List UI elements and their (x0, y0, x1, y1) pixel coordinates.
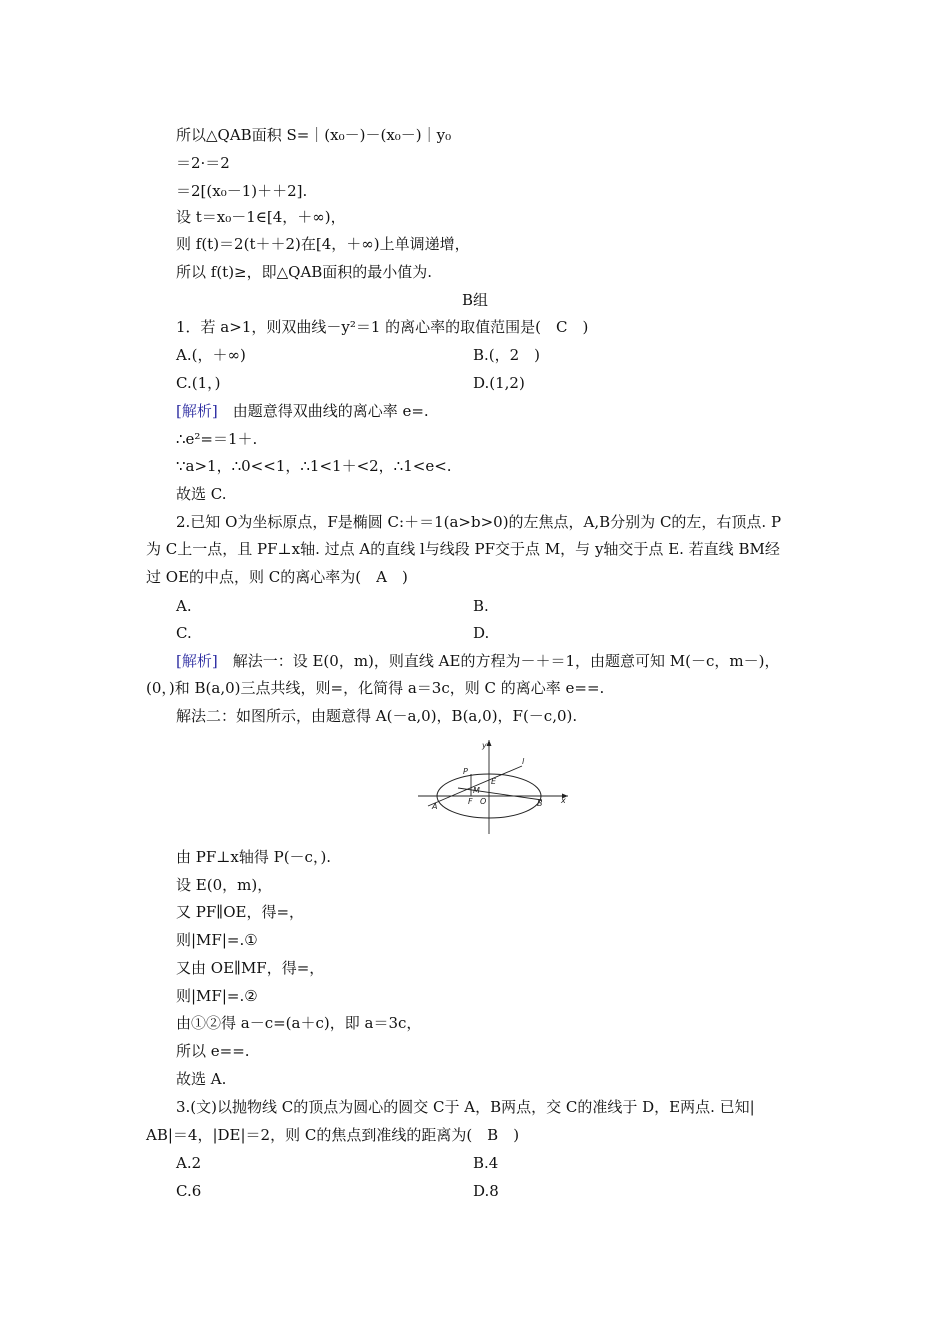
option-b: B.4 (473, 1154, 499, 1172)
analysis-tag: [解析] (176, 402, 218, 420)
text-line: 故选 C. (176, 485, 227, 503)
text-line: (0，)和 B(a,0)三点共线，则=，化简得 a＝3c，则 C 的离心率 e==. (146, 679, 605, 697)
option-b: B.(，2 ) (473, 346, 541, 364)
text-line: 故选 A. (176, 1070, 227, 1088)
analysis-line (176, 651, 779, 671)
text-line: ＝2·＝2 (176, 154, 230, 172)
question-3: 3.(文)以抛物线 C的顶点为圆心的圆交 C于 A，B两点，交 C的准线于 D，E两点. 已知| (176, 1098, 755, 1116)
analysis-text: 解法一：设 E(0，m)，则直线 AE的方程为－＋＝1，由题意可知 M(－c，m－)， (217, 652, 780, 670)
text-line: 解法二：如图所示，由题意得 A(－a,0)，B(a,0)，F(－c,0). (176, 707, 578, 725)
text-line: 则 f(t)＝2(t＋＋2)在[4，＋∞)上单调递增， (176, 235, 470, 253)
label-a: A (432, 802, 438, 811)
question-2: 2.已知 O为坐标原点，F是椭圆 C:＋＝1(a>b>0)的左焦点，A,B分别为 C的左，右顶点. P (176, 513, 782, 531)
label-e: E (491, 777, 497, 786)
label-f: F (468, 797, 473, 806)
option-d: D.8 (473, 1182, 499, 1200)
label-l: l (522, 757, 525, 766)
label-p: P (463, 767, 468, 776)
option-c: C.6 (176, 1182, 202, 1200)
text-line: 所以△QAB面积 S=｜(x₀－)－(x₀－)｜y₀ (176, 126, 452, 144)
text-line: 又由 OE∥MF，得=， (176, 959, 325, 977)
text-line: 为 C上一点，且 PF⊥x轴. 过点 A的直线 l与线段 PF交于点 M，与 y轴交于点 E. 若直线 BM经 (146, 540, 780, 558)
option-a: A.(，＋∞) (176, 346, 246, 364)
option-c: C. (176, 624, 192, 642)
text-line: 由 PF⊥x轴得 P(－c，). (176, 848, 332, 866)
text-line: ∴e²=＝1＋. (176, 430, 258, 448)
analysis-text: 由题意得双曲线的离心率 e=. (217, 402, 429, 420)
label-b: B (537, 799, 543, 808)
text-line: 设 t＝x₀－1∈[4，＋∞)， (176, 208, 346, 226)
option-a: A.2 (176, 1154, 202, 1172)
option-d: D. (473, 624, 490, 642)
text-line: 过 OE的中点，则 C的离心率为( A ) (146, 568, 408, 586)
option-a: A. (176, 597, 192, 615)
option-c: C.(1，) (176, 374, 221, 392)
text-line: 所以 e==. (176, 1042, 250, 1060)
text-line: 又 PF∥OE，得=， (176, 903, 305, 921)
label-m: M (473, 786, 480, 795)
text-line: ∵a>1，∴0<<1，∴1<1＋<2，∴1<e<. (176, 457, 452, 475)
option-d: D.(1,2) (473, 374, 525, 392)
text-line: AB|＝4，|DE|＝2，则 C的焦点到准线的距离为( B ) (146, 1126, 520, 1144)
text-line: 由①②得 a－c=(a＋c)，即 a＝3c， (176, 1014, 422, 1032)
label-x: x (561, 796, 566, 805)
label-y: y (482, 741, 487, 750)
text-line: 所以 f(t)≥，即△QAB面积的最小值为. (176, 263, 433, 281)
analysis-line (176, 401, 429, 421)
option-b: B. (473, 597, 489, 615)
section-heading: B组 (461, 291, 489, 309)
text-line: 设 E(0，m)， (176, 876, 273, 894)
label-o: O (480, 797, 487, 806)
text-line: 则|MF|=.② (176, 987, 258, 1005)
text-line: ＝2[(x₀－1)＋＋2]. (176, 182, 308, 200)
text-line: 则|MF|=.① (176, 931, 258, 949)
ellipse-figure (418, 736, 570, 836)
y-axis-arrow (487, 740, 492, 746)
question-1: 1．若 a>1，则双曲线－y²＝1 的离心率的取值范围是( C ) (176, 318, 589, 336)
analysis-tag: [解析] (176, 652, 218, 670)
